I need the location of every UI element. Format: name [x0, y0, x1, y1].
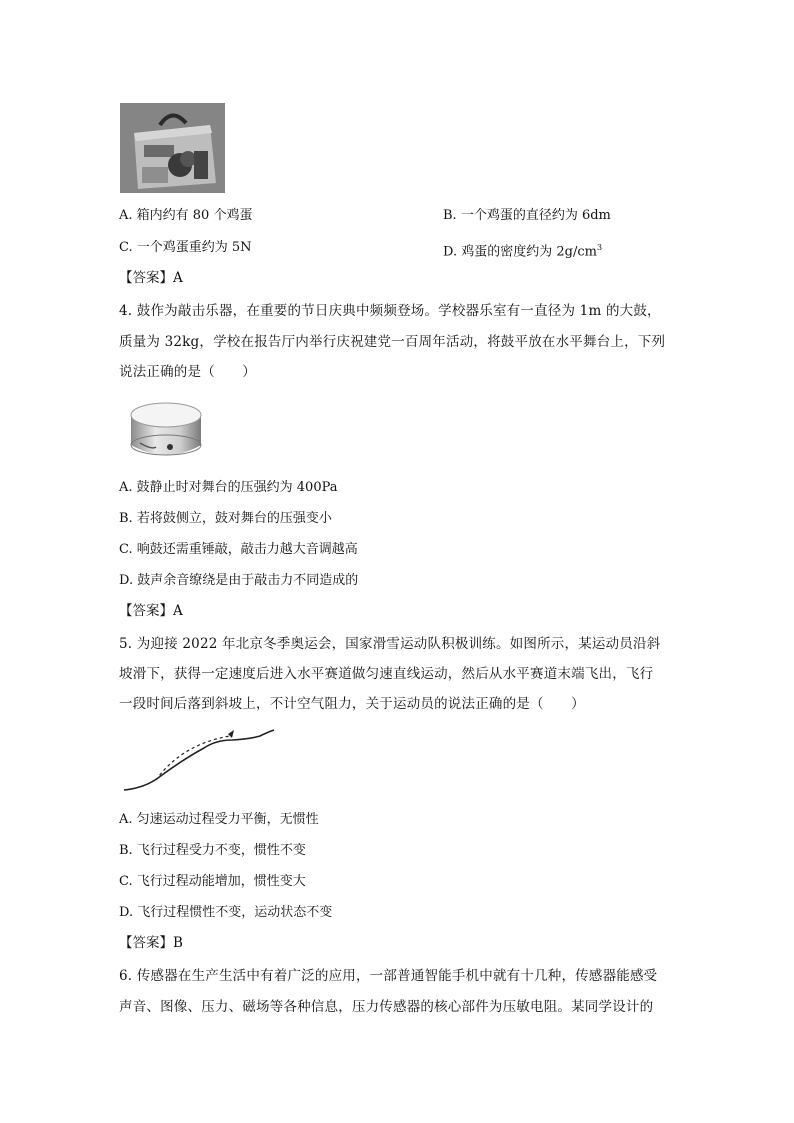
q5-option-a: A. 匀速运动过程受力平衡，无惯性: [119, 812, 319, 827]
q5-option-b: B. 飞行过程受力不变，惯性不变: [119, 843, 306, 858]
q3-option-b: B. 一个鸡蛋的直径约为 6dm: [443, 208, 611, 223]
q3-answer: 【答案】A: [119, 270, 183, 286]
q5-stem-line-1: 5. 为迎接 2022 年北京冬季奥运会，国家滑雪运动队积极训练。如图所示，某运动员沿斜: [119, 636, 661, 652]
q4-option-c: C. 响鼓还需重锤敲，敲击力越大音调越高: [119, 542, 358, 557]
ski-slope-figure: [122, 722, 282, 797]
q3-option-a: A. 箱内约有 80 个鸡蛋: [119, 208, 253, 223]
q6-stem-line-1: 6. 传感器在生产生活中有着广泛的应用，一部普通智能手机中就有十几种，传感器能感受: [119, 968, 658, 984]
q6-stem-line-2: 声音、图像、压力、磁场等各种信息，压力传感器的核心部件为压敏电阻。某同学设计的: [119, 999, 654, 1015]
q4-stem-line-3: 说法正确的是（ ）: [119, 364, 256, 380]
q5-stem-line-3: 一段时间后落到斜坡上，不计空气阻力，关于运动员的说法正确的是（ ）: [119, 696, 585, 712]
q5-option-d: D. 飞行过程惯性不变，运动状态不变: [119, 905, 333, 920]
egg-box-photo: [120, 103, 225, 193]
q4-answer: 【答案】A: [119, 603, 183, 619]
q4-option-d: D. 鼓声余音缭绕是由于敲击力不同造成的: [119, 573, 359, 588]
q3-option-d: D. 鸡蛋的密度约为 $2g/cm^3$: [443, 243, 603, 260]
q4-stem-line-2: 质量为 32kg，学校在报告厅内举行庆祝建党一百周年活动，将鼓平放在水平舞台上，下列: [119, 334, 666, 350]
q5-stem-line-2: 坡滑下，获得一定速度后进入水平赛道做匀速直线运动，然后从水平赛道末端飞出，飞行: [119, 666, 654, 682]
drum-figure: [126, 395, 206, 465]
q5-answer: 【答案】B: [119, 935, 183, 951]
q4-option-a: A. 鼓静止时对舞台的压强约为 400Pa: [119, 480, 338, 495]
q5-option-c: C. 飞行过程动能增加，惯性变大: [119, 874, 306, 889]
q4-stem-line-1: 4. 鼓作为敲击乐器，在重要的节日庆典中频频登场。学校器乐室有一直径为 1m 的大鼓，: [119, 303, 661, 319]
q3-option-c: C. 一个鸡蛋重约为 5N: [119, 240, 252, 255]
q4-option-b: B. 若将鼓侧立，鼓对舞台的压强变小: [119, 511, 332, 526]
